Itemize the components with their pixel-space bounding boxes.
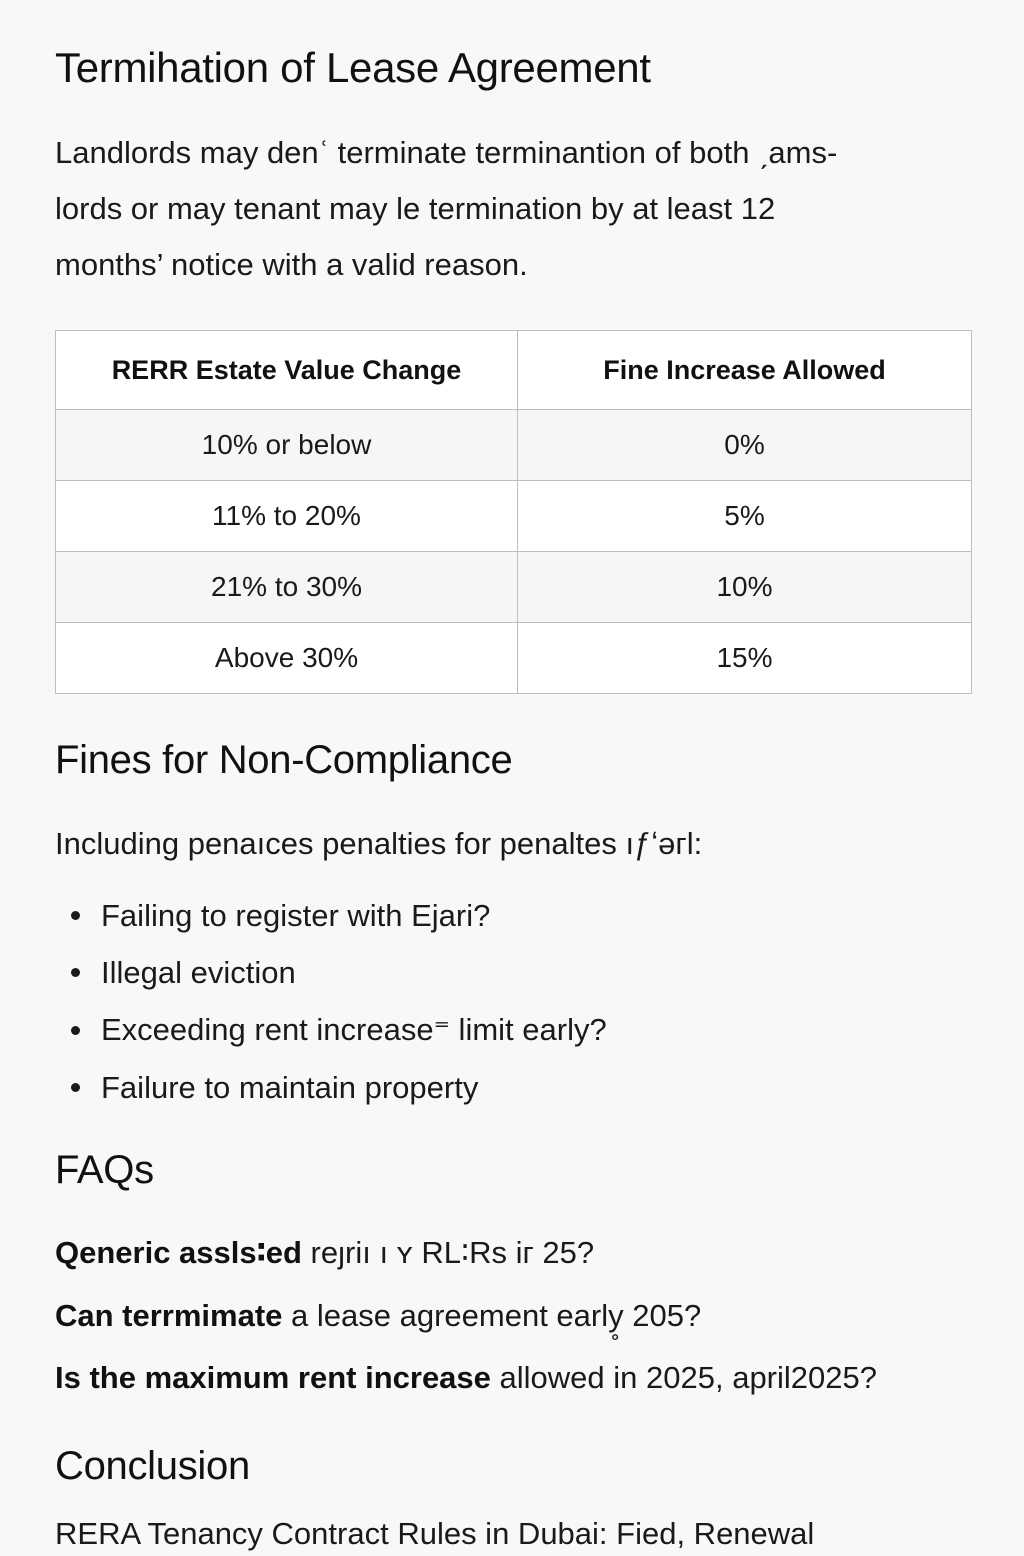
faq-item	[55, 1293, 877, 1356]
table-header-row	[56, 331, 972, 410]
bullet-icon	[71, 1083, 80, 1092]
list-item-text: Failure to maintain property	[101, 1069, 479, 1105]
table-cell: 21% to 30%	[56, 552, 518, 623]
table-row	[56, 552, 972, 623]
termination-paragraph-line: lords or may tenant may le termination by at least 12	[55, 191, 776, 226]
table-cell: 11% to 20%	[56, 481, 518, 552]
list-item	[55, 944, 607, 1001]
fines-heading: Fines for Non-Compliance	[55, 738, 513, 782]
list-item-text: Illegal eviction	[101, 954, 296, 990]
conclusion-heading: Conclusion	[55, 1444, 250, 1488]
faq-list	[55, 1230, 877, 1418]
column-header-increase-allowed: Fine Increase Allowed	[518, 331, 972, 410]
faq-question-rest: a lease agreement early̥ 205?	[282, 1297, 702, 1333]
bullet-icon	[71, 1026, 80, 1035]
table-cell: 10%	[518, 552, 972, 623]
faq-question-bold: Can terrmimate	[55, 1297, 283, 1333]
list-item-text: Failing to register with Ejari?	[101, 897, 491, 933]
faq-item	[55, 1230, 877, 1293]
table-row	[56, 623, 972, 694]
table-cell: 0%	[518, 410, 972, 481]
fines-intro: Including penaıces penalties for penaltes ıƒʻəгl:	[55, 826, 703, 861]
list-item	[55, 1059, 607, 1116]
conclusion-text: RERA Tenancy Contract Rules in Dubai: Fied, Renewal	[55, 1516, 815, 1551]
faq-question-rest: reȷriı ı ʏ RL∶Rs iг 25?	[301, 1235, 595, 1270]
faq-question-bold: Is the maximum rent increase	[55, 1360, 491, 1395]
column-header-value-change: RERR Estate Value Change	[56, 331, 518, 410]
faq-question-bold: Qeneric assls∶ed	[55, 1235, 302, 1270]
termination-heading: Termihation of Lease Agreement	[55, 44, 651, 91]
table-cell: 5%	[518, 481, 972, 552]
list-item-text: Exceeding rent increase⁼ limit early?	[101, 1012, 607, 1048]
bullet-icon	[71, 911, 80, 920]
table-cell: Above 30%	[56, 623, 518, 694]
faqs-heading: FAQs	[55, 1148, 154, 1192]
table-cell: 15%	[518, 623, 972, 694]
termination-paragraph-line: months’ notice with a valid reason.	[55, 247, 528, 282]
penalties-list	[55, 887, 607, 1116]
termination-paragraph	[55, 125, 955, 293]
termination-paragraph-line: Landlords may denʿ terminate terminantion of both ˏams-	[55, 135, 838, 170]
bullet-icon	[71, 968, 80, 977]
faq-item	[55, 1355, 877, 1418]
rent-increase-table	[55, 330, 972, 694]
list-item	[55, 887, 607, 944]
table-row	[56, 410, 972, 481]
list-item	[55, 1002, 607, 1059]
table-row	[56, 481, 972, 552]
table-cell: 10% or below	[56, 410, 518, 481]
faq-question-rest: allowed in 2025, april2025?	[490, 1360, 877, 1395]
